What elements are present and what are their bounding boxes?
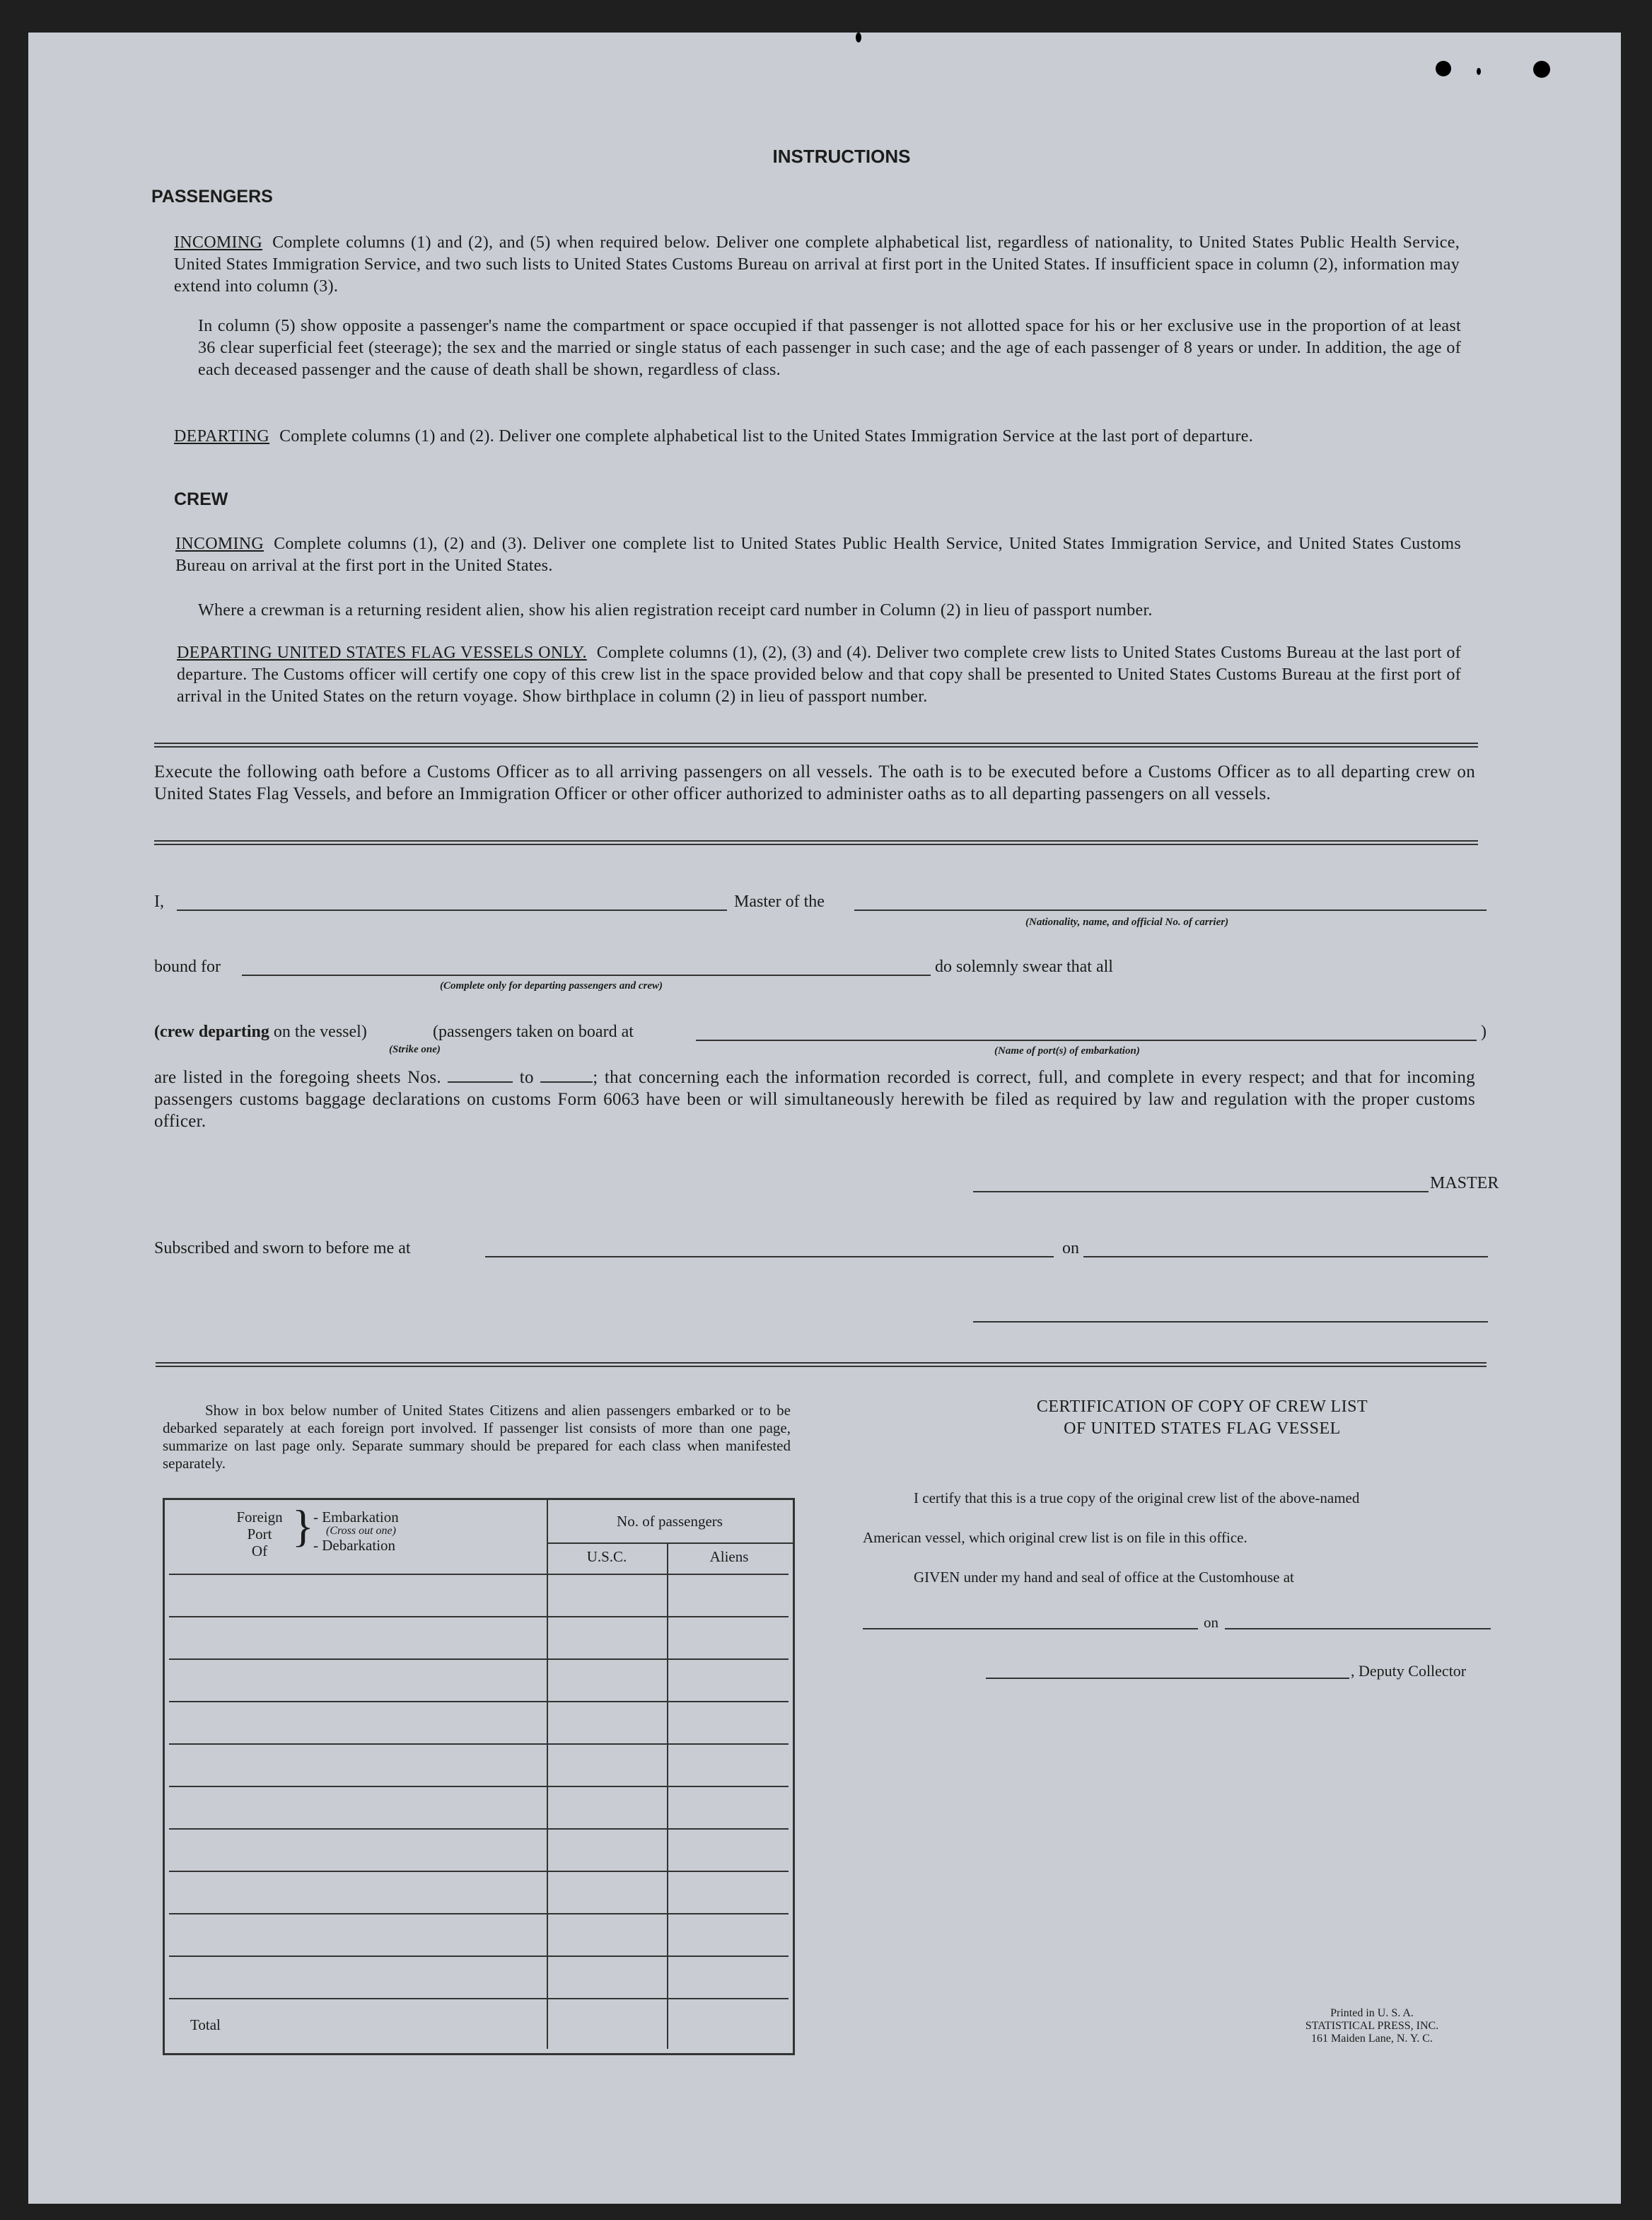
aliens-header: Aliens — [709, 1548, 749, 1565]
table-row-line — [169, 1658, 789, 1660]
punch-hole-mark — [1533, 61, 1550, 78]
form-page — [28, 33, 1621, 2204]
no-of-passengers-header: No. of passengers — [617, 1513, 723, 1530]
oath-close-paren: ) — [1481, 1023, 1487, 1041]
table-row-line — [169, 1913, 789, 1914]
crew-heading: CREW — [174, 489, 228, 509]
table-column-divider — [667, 1542, 668, 2049]
usc-header: U.S.C. — [586, 1548, 627, 1565]
embarkation-port-field[interactable] — [696, 1040, 1477, 1041]
table-row-line — [169, 1574, 789, 1575]
subscribed-label: Subscribed and sworn to before me at — [154, 1239, 411, 1257]
crew-departing-option[interactable] — [154, 1023, 367, 1042]
punch-hole-mark — [1436, 61, 1451, 76]
master-name-field[interactable] — [177, 909, 727, 911]
oath-instructions: Execute the following oath before a Customs Officer as to all arriving passengers on all vessels. The oath is to be executed before a Customs Officer as to all departing crew on United States Flag Vessels, and before an Immigration Officer or other officer authorized to administer oaths as to all departing passengers on all vessels. — [154, 762, 1475, 803]
crew-incoming-text: Complete columns (1), (2) and (3). Deliver one complete list to United States Public Health Service, United States Immigration Service, and United States Customs Bureau on arrival at the first port in the United States. — [175, 535, 1461, 575]
certification-title — [948, 1396, 1457, 1440]
passengers-incoming-label: INCOMING — [174, 233, 263, 252]
sheet-to-field[interactable] — [540, 1067, 593, 1083]
crew-departing-paragraph — [177, 642, 1461, 708]
passengers-departing-label: DEPARTING — [174, 427, 270, 446]
bound-for-field[interactable] — [242, 975, 931, 976]
table-row-line — [169, 1743, 789, 1745]
certify-line2: American vessel, which original crew list is on file in this office. — [863, 1529, 1247, 1546]
deputy-collector-signature-field[interactable] — [986, 1678, 1349, 1679]
table-row-line — [169, 1701, 789, 1702]
passengers-departing-paragraph — [174, 426, 1460, 448]
subscribed-on-label: on — [1062, 1239, 1079, 1257]
table-row-line — [169, 1871, 789, 1872]
table-column-divider — [547, 1500, 548, 2049]
table-row-line — [169, 1998, 789, 1999]
crew-departing-label: (crew departing — [154, 1023, 269, 1041]
bound-for-label: bound for — [154, 958, 221, 976]
passengers-taken-option[interactable]: (passengers taken on board at — [433, 1023, 634, 1041]
subscribed-date-field[interactable] — [1083, 1256, 1488, 1257]
nationality-caption: (Nationality, name, and official No. of carrier) — [1025, 917, 1229, 928]
crew-departing-text: Complete columns (1), (2), (3) and (4). Deliver two complete crew lists to United States Customs Bureau at the last port of departure. The Customs officer will certify one copy of this crew list in the space provided below and that copy shall be presented to United States Customs Bureau at the first port of arrival in the United States on the return voyage. Show birthplace in column (2) in lieu of passport number. — [177, 644, 1461, 706]
deputy-collector-label: , Deputy Collector — [1351, 1662, 1467, 1680]
section-divider — [154, 743, 1478, 748]
brace-glyph: } — [292, 1501, 314, 1551]
officer-signature-field[interactable] — [973, 1321, 1488, 1323]
passengers-column5-paragraph: In column (5) show opposite a passenger's name the compartment or space occupied if that passenger is not allotted space for his or her exclusive use in the proportion of at least 36 clear superficial feet (steerage); the sex and the married or single status of each passenger in such case; and the age of each passenger of 8 years or under. In addition, the age of each deceased passenger and the cause of death shall be shown, regardless of class. — [198, 317, 1461, 379]
master-of-label: Master of the — [734, 893, 825, 911]
page-title: INSTRUCTIONS — [772, 146, 911, 167]
to-label: to — [519, 1068, 534, 1087]
passengers-incoming-text: Complete columns (1) and (2), and (5) when required below. Deliver one complete alphabetical list, regardless of nationality, to United States Public Health Service, United States Immigration Service, and two such lists to United States Customs Bureau on arrival at first port in the United States. If insufficient space in column (2), information may extend into column (3). — [174, 233, 1460, 296]
passengers-departing-text: Complete columns (1) and (2). Deliver one complete alphabetical list to the United States Immigration Service at the last port of departure. — [279, 427, 1253, 446]
certification-title-line2: OF UNITED STATES FLAG VESSEL — [1064, 1419, 1341, 1438]
given-text: GIVEN under my hand and seal of office at the Customhouse at — [914, 1569, 1294, 1586]
passengers-incoming-paragraph — [174, 232, 1460, 298]
crew-incoming-paragraph — [175, 533, 1461, 577]
subscribed-place-field[interactable] — [485, 1256, 1054, 1257]
swear-label: do solemnly swear that all — [935, 958, 1113, 976]
certification-title-line1: CERTIFICATION OF COPY OF CREW LIST — [1036, 1397, 1368, 1416]
table-row-line — [169, 1828, 789, 1830]
customhouse-field[interactable] — [863, 1628, 1198, 1629]
on-vessel-label: on the vessel) — [273, 1023, 367, 1041]
certification-date-field[interactable] — [1225, 1628, 1491, 1629]
embarkation-header: - Embarkation (Cross out one) - Debarkation — [313, 1509, 399, 1554]
complete-only-caption: (Complete only for departing passengers and crew) — [440, 980, 663, 992]
table-row-line — [169, 1786, 789, 1787]
ink-speck — [1477, 68, 1481, 75]
passenger-summary-table — [163, 1498, 795, 2055]
total-label: Total — [190, 2016, 221, 2033]
strike-one-caption: (Strike one) — [389, 1044, 441, 1055]
crew-departing-label: DEPARTING UNITED STATES FLAG VESSELS ONLY. — [177, 644, 587, 662]
table-row-line — [169, 1955, 789, 1957]
carrier-field[interactable] — [854, 909, 1487, 911]
crew-resident-paragraph: Where a crewman is a returning resident alien, show his alien registration receipt card number in Column (2) in lieu of passport number. — [198, 601, 1153, 620]
sheets-prefix: are listed in the foregoing sheets Nos. — [154, 1068, 441, 1087]
table-row-line — [169, 1616, 789, 1617]
master-signature-field[interactable] — [973, 1191, 1429, 1192]
sheets-rest: ; that concerning each the information recorded is correct, full, and complete in every respect; and that for incoming passengers customs baggage declarations on customs Form 6063 have been or will simultaneously herewith be filed as required by law and regulation with the proper customs officer. — [154, 1068, 1475, 1131]
master-label: MASTER — [1430, 1174, 1499, 1192]
summary-instructions: Show in box below number of United States Citizens and alien passengers embarked or to be debarked separately at each foreign port involved. If passenger list consists of more than one page, summarize on last page only. Separate summary should be prepared for each class when manifested separately. — [163, 1402, 791, 1472]
certification-on-label: on — [1204, 1614, 1218, 1631]
crew-incoming-label: INCOMING — [175, 535, 264, 553]
oath-sheets-paragraph — [154, 1067, 1475, 1132]
certify-line1: I certify that this is a true copy of the original crew list of the above-named — [914, 1489, 1360, 1506]
table-header-divider — [547, 1542, 793, 1544]
section-divider — [154, 840, 1478, 845]
ink-speck — [856, 33, 861, 42]
port-caption: (Name of port(s) of embarkation) — [994, 1045, 1140, 1057]
sheet-from-field[interactable] — [448, 1067, 513, 1083]
oath-i-label: I, — [154, 893, 164, 911]
passengers-heading: PASSENGERS — [151, 187, 273, 207]
printer-imprint: Printed in U. S. A. STATISTICAL PRESS, INC. 161 Maiden Lane, N. Y. C. — [1305, 2007, 1439, 2045]
section-divider — [156, 1362, 1487, 1367]
foreign-port-header: Foreign Port Of — [236, 1509, 283, 1559]
